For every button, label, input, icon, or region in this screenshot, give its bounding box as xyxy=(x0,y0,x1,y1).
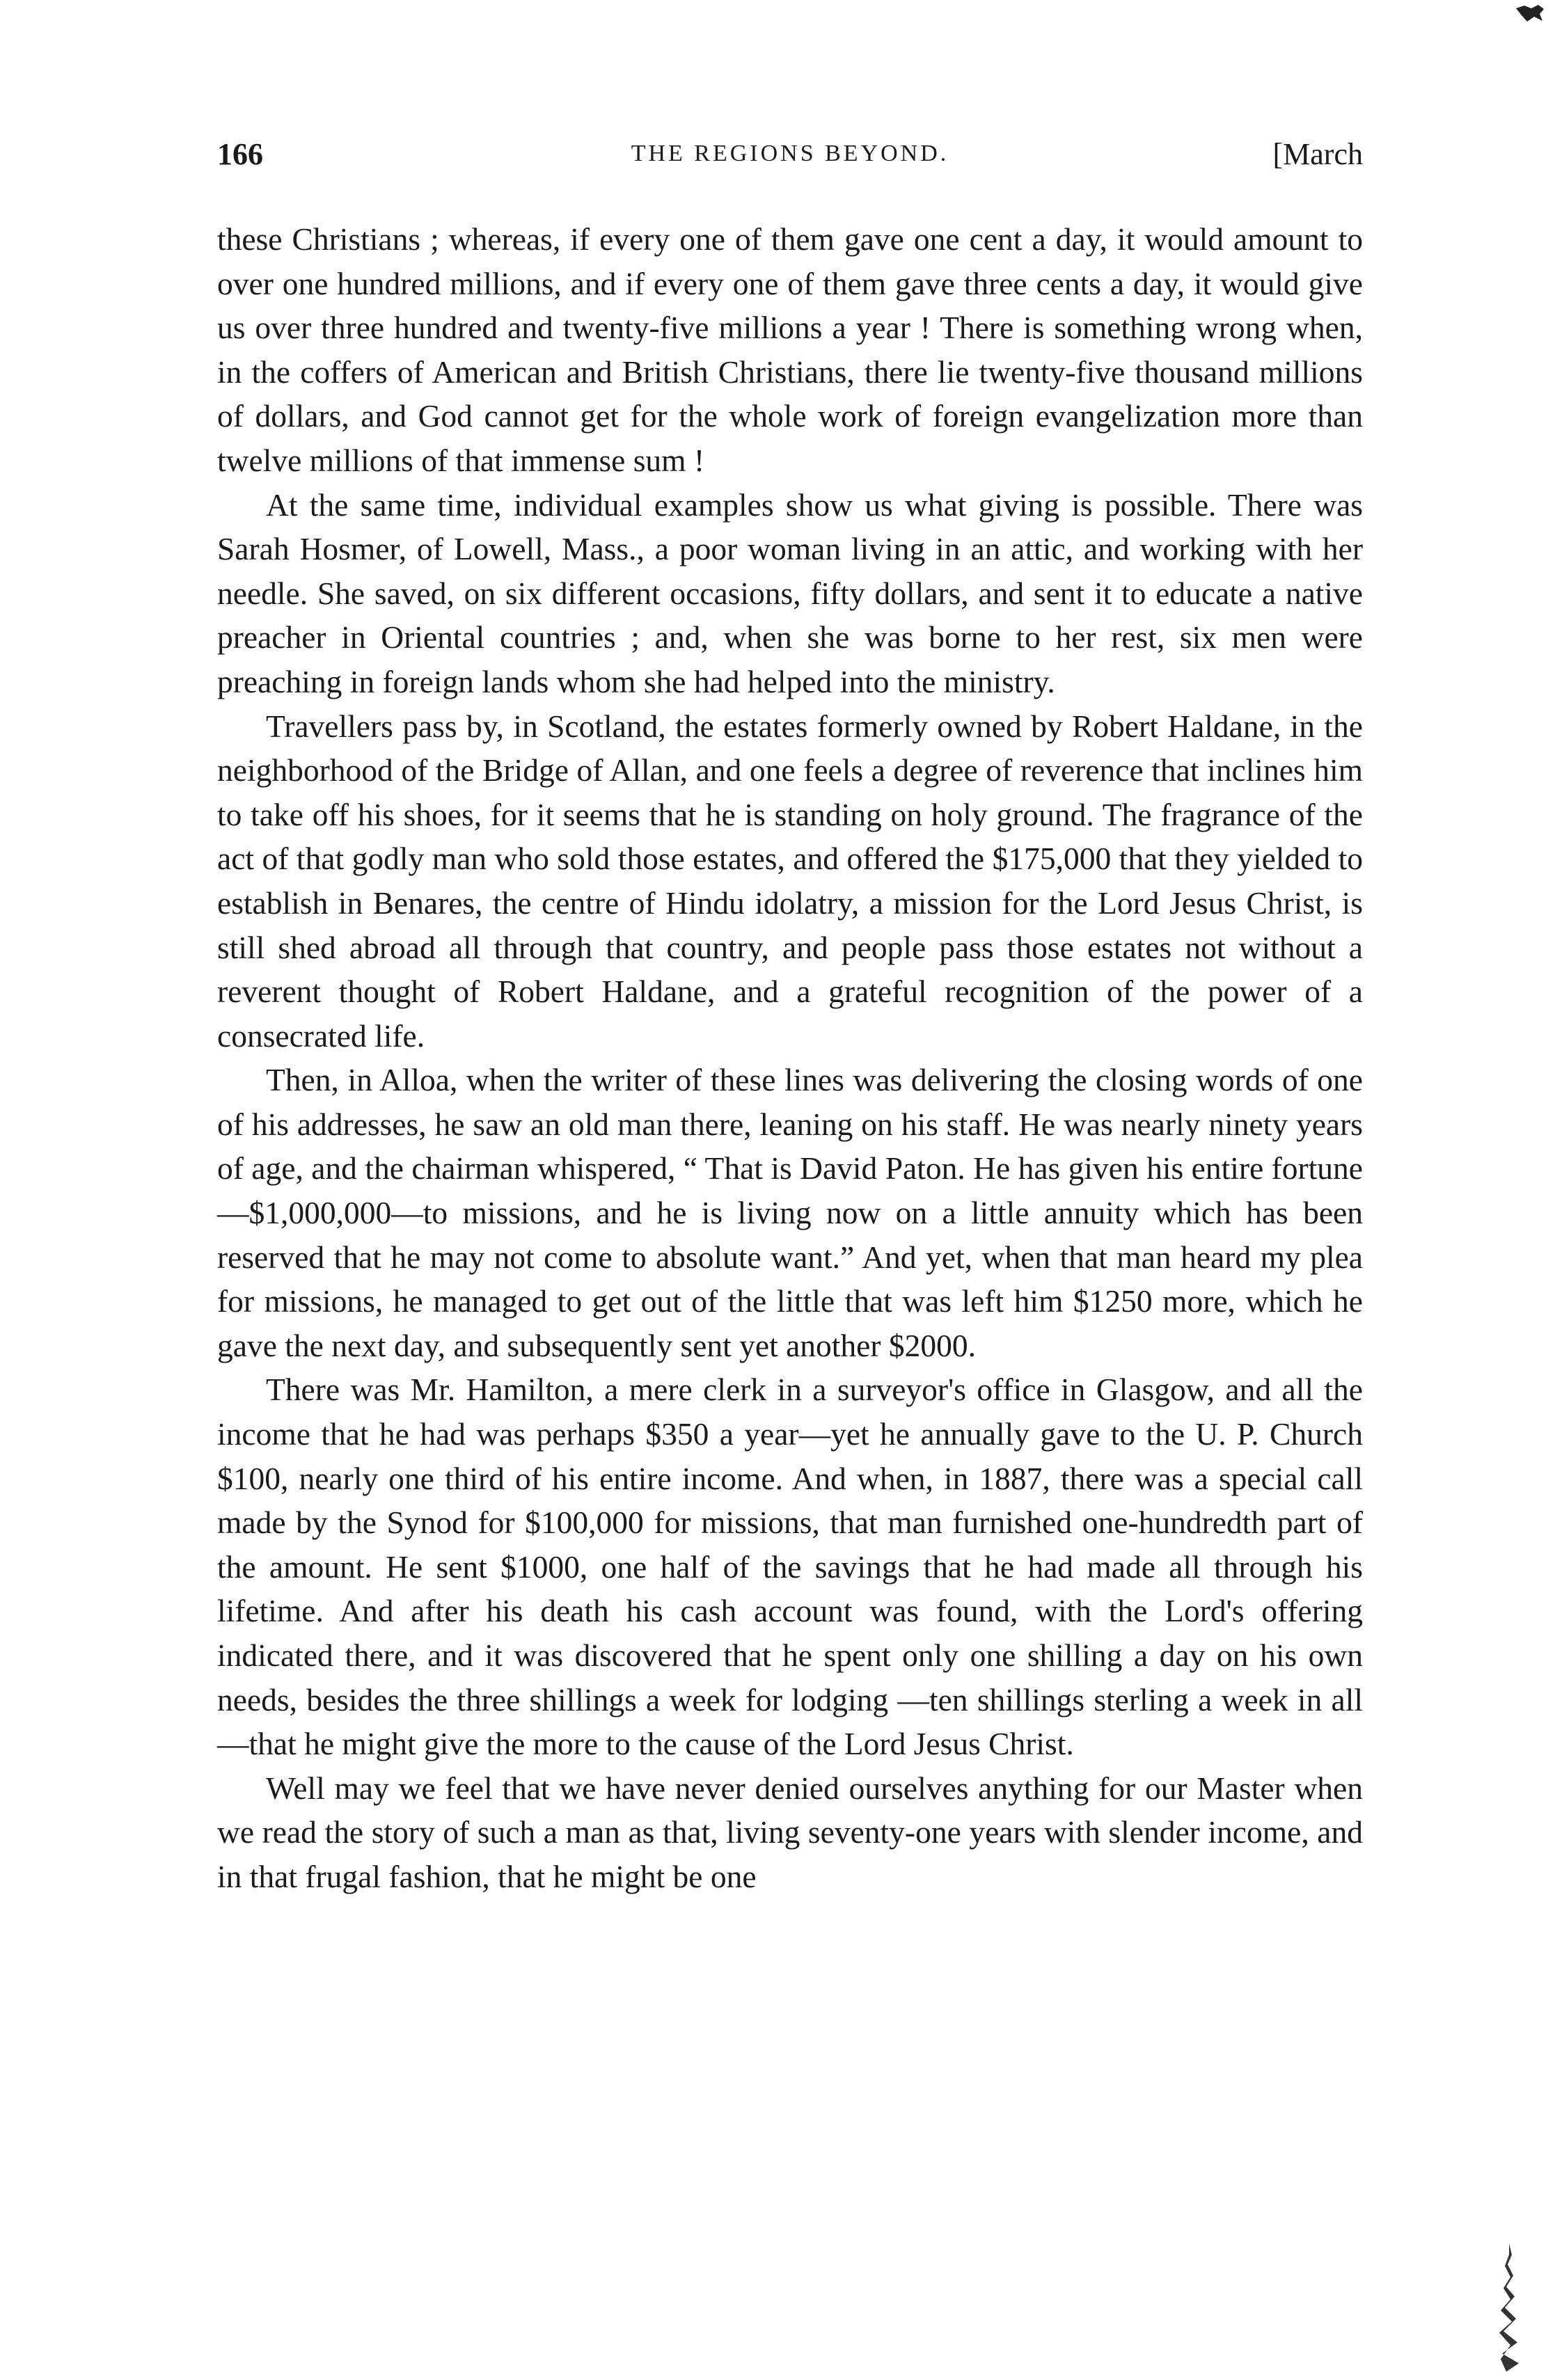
page-number: 166 xyxy=(217,137,263,171)
paragraph: these Christians ; whereas, if every one of them gave one cent a day, it would amount to over one hundred millions, and if every one of them gave three cents a day, it would give us over three hundred and twenty-five millions a year ! There is something wrong when, in the coffers of American and British Christians, there lie twenty-five thousand millions of dollars, and God cannot get for the whole work of foreign evangelization more than twelve millions of that immense sum ! xyxy=(217,221,1363,478)
running-head xyxy=(217,136,1363,178)
journal-title: THE REGIONS BEYOND. xyxy=(631,141,949,166)
binding-edge-mark xyxy=(1497,2241,1524,2373)
paragraph: There was Mr. Hamilton, a mere clerk in a surveyor's office in Glasgow, and all the income that he had was perhaps $350 a year—yet he annually gave to the U. P. Church $100, nearly one third of his entire income. And when, in 1887, there was a special call made by the Synod for $100,000 for missions, that man furnished one-hundredth part of the amount. He sent $1000, one half of the savings that he had made all through his lifetime. And after his death his cash account was found, with the Lord's offering indicated there, and it was discovered that he spent only one shilling a day on his own needs, besides the three shillings a week for lodging —ten shillings sterling a week in all—that he might give the more to the cause of the Lord Jesus Christ. xyxy=(217,1372,1363,1762)
issue-month: [March xyxy=(1272,137,1363,171)
paragraph: At the same time, individual examples show us what giving is possible. There was Sarah Hosmer, of Lowell, Mass., a poor woman living in an attic, and working with her needle. She saved, on six different occasions, fifty dollars, and sent it to educate a native preacher in Oriental countries ; and, when she was borne to her rest, six men were preaching in foreign lands whom she had helped into the ministry. xyxy=(217,486,1363,699)
paragraph: Well may we feel that we have never denied ourselves anything for our Master when we read the story of such a man as that, living seventy-one years with slender income, and in that frugal fashion, that he might be one xyxy=(217,1770,1363,1894)
paragraph: Travellers pass by, in Scotland, the estates formerly owned by Robert Haldane, in the neighborhood of the Bridge of Allan, and one feels a degree of reverence that inclines him to take off his shoes, for it seems that he is standing on holy ground. The fragrance of the act of that godly man who sold those estates, and offered the $175,000 that they yielded to establish in Benares, the centre of Hindu idolatry, a mission for the Lord Jesus Christ, is still shed abroad all through that country, and people pass those estates not without a reverent thought of Robert Haldane, and a grateful recognition of the power of a consecrated life. xyxy=(217,708,1363,1054)
corner-ink-mark xyxy=(1515,3,1545,24)
paragraph: Then, in Alloa, when the writer of these lines was delivering the closing words of one of his addresses, he saw an old man there, leaning on his staff. He was nearly ninety years of age, and the chairman whispered, “ That is David Paton. He has given his entire fortune—$1,000,000—to missions, and he is living now on a little annuity which has been reserved that he may not come to absolute want.” And yet, when that man heard my plea for missions, he managed to get out of the little that was left him $1250 more, which he gave the next day, and subsequently sent yet another $2000. xyxy=(217,1062,1363,1363)
body-text xyxy=(217,217,1363,1899)
